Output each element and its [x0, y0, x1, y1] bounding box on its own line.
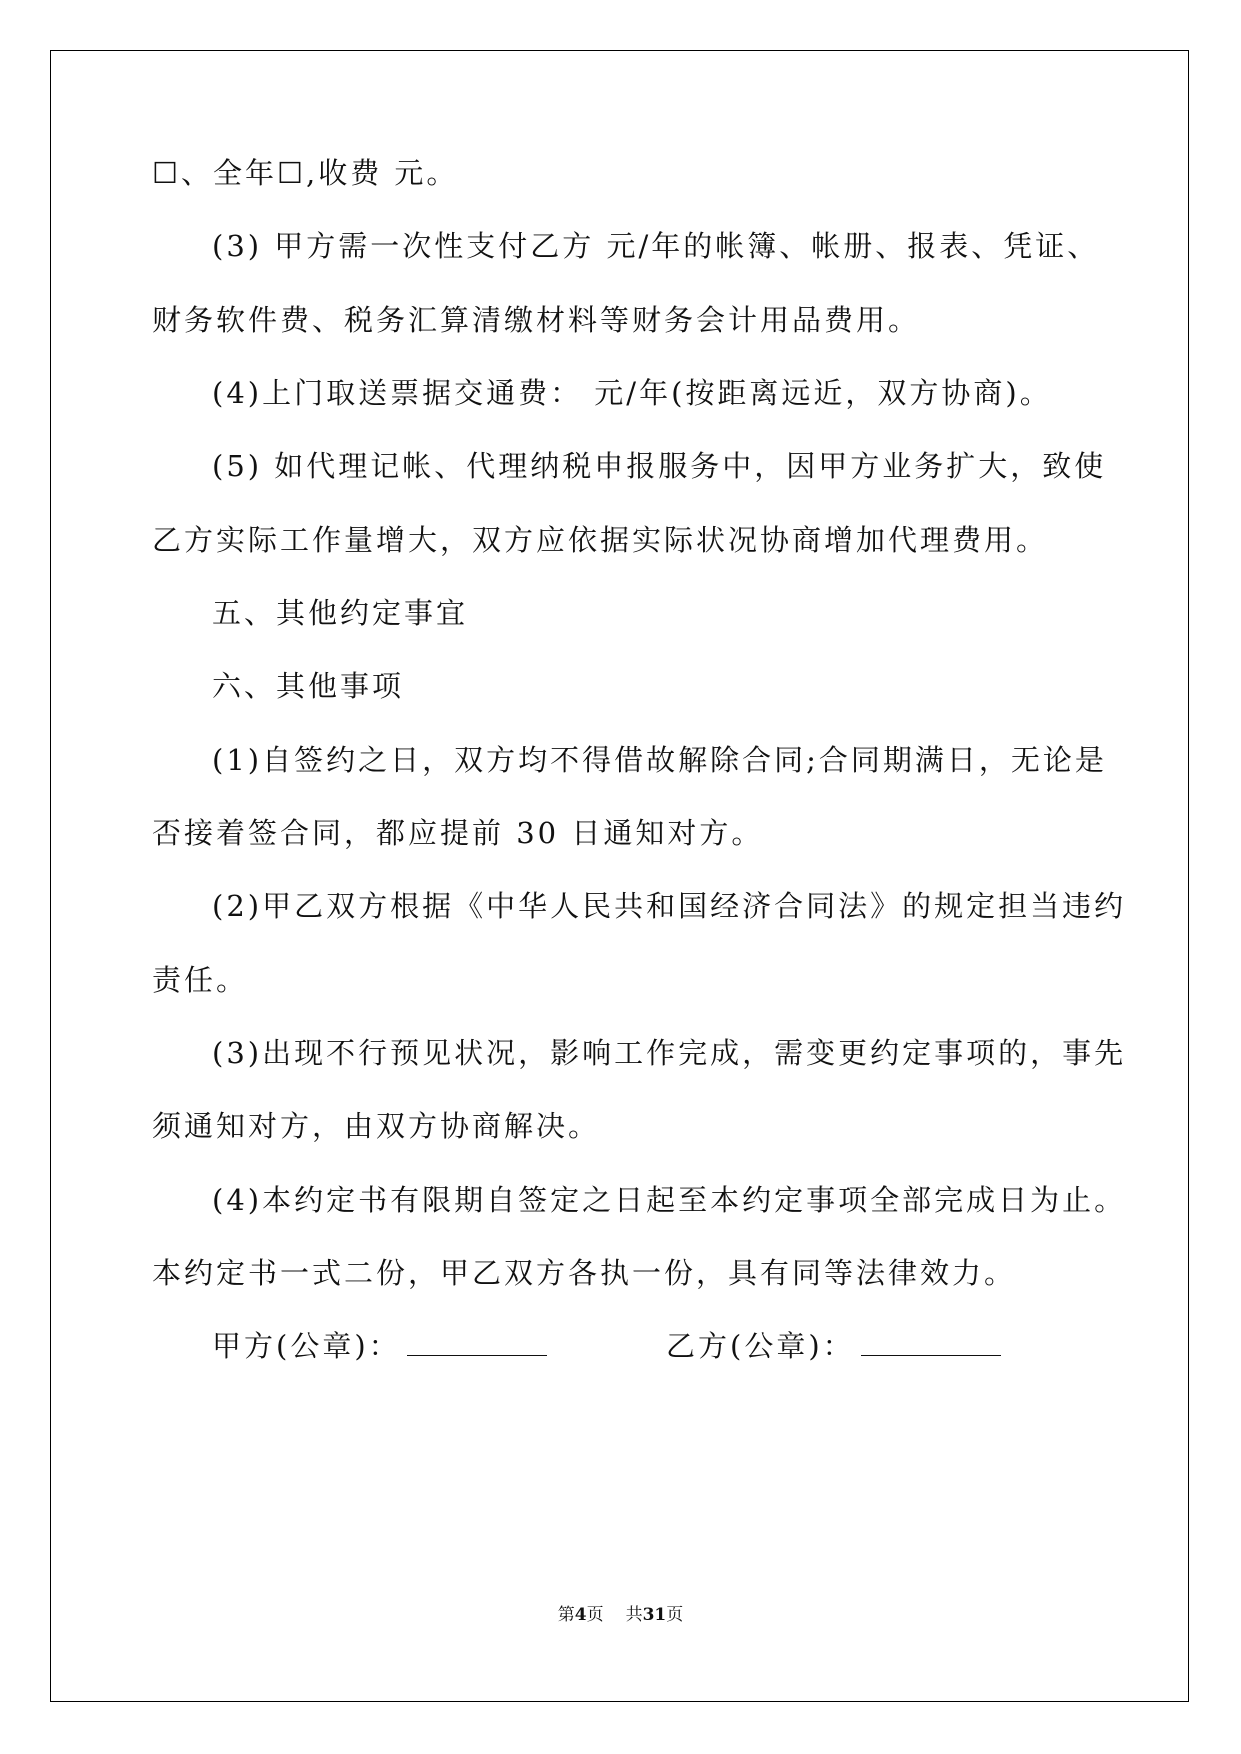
text-line-10: 否接着签合同，都应提前 30 日通知对方。	[152, 816, 764, 850]
total-suffix: 页	[666, 1605, 684, 1625]
text-line-5: (5) 如代理记帐、代理纳税申报服务中，因甲方业务扩大，致使	[212, 449, 1107, 483]
text-line-4: (4)上门取送票据交通费： 元/年(按距离远近，双方协商)。	[212, 376, 1052, 410]
signature-party-a	[212, 1326, 547, 1366]
total-prefix: 共	[625, 1605, 643, 1625]
text-line-14: 须通知对方，由双方协商解决。	[152, 1109, 601, 1143]
party-b-label: 乙方(公章)：	[666, 1329, 855, 1363]
page-border	[50, 50, 1189, 1702]
party-a-signature-blank	[407, 1331, 547, 1356]
page-prefix: 第	[557, 1605, 575, 1625]
text-line-2: (3) 甲方需一次性支付乙方 元/年的帐簿、帐册、报表、凭证、	[212, 229, 1100, 263]
party-b-signature-blank	[861, 1331, 1001, 1356]
text-line-1: ☐、全年☐,收费 元。	[152, 156, 459, 190]
total-pages: 31	[642, 1605, 667, 1625]
section-heading-6: 六、其他事项	[212, 669, 405, 703]
section-heading-5: 五、其他约定事宜	[212, 596, 469, 630]
page-suffix: 页	[586, 1605, 604, 1625]
text-line-9: (1)自签约之日，双方均不得借故解除合同;合同期满日，无论是	[212, 743, 1107, 777]
text-line-3: 财务软件费、税务汇算清缴材料等财务会计用品费用。	[152, 303, 921, 337]
text-line-15: (4)本约定书有限期自签定之日起至本约定事项全部完成日为止。	[212, 1183, 1127, 1217]
page-footer	[0, 1600, 1241, 1625]
text-line-16: 本约定书一式二份，甲乙双方各执一份，具有同等法律效力。	[152, 1256, 1017, 1290]
signature-party-b	[666, 1326, 1001, 1366]
page-number: 4	[574, 1605, 587, 1625]
text-line-11: (2)甲乙双方根据《中华人民共和国经济合同法》的规定担当违约	[212, 889, 1127, 923]
text-line-12: 责任。	[152, 963, 249, 997]
text-line-6: 乙方实际工作量增大，双方应依据实际状况协商增加代理费用。	[152, 523, 1049, 557]
party-a-label: 甲方(公章)：	[212, 1329, 401, 1363]
text-line-13: (3)出现不行预见状况，影响工作完成，需变更约定事项的，事先	[212, 1036, 1127, 1070]
